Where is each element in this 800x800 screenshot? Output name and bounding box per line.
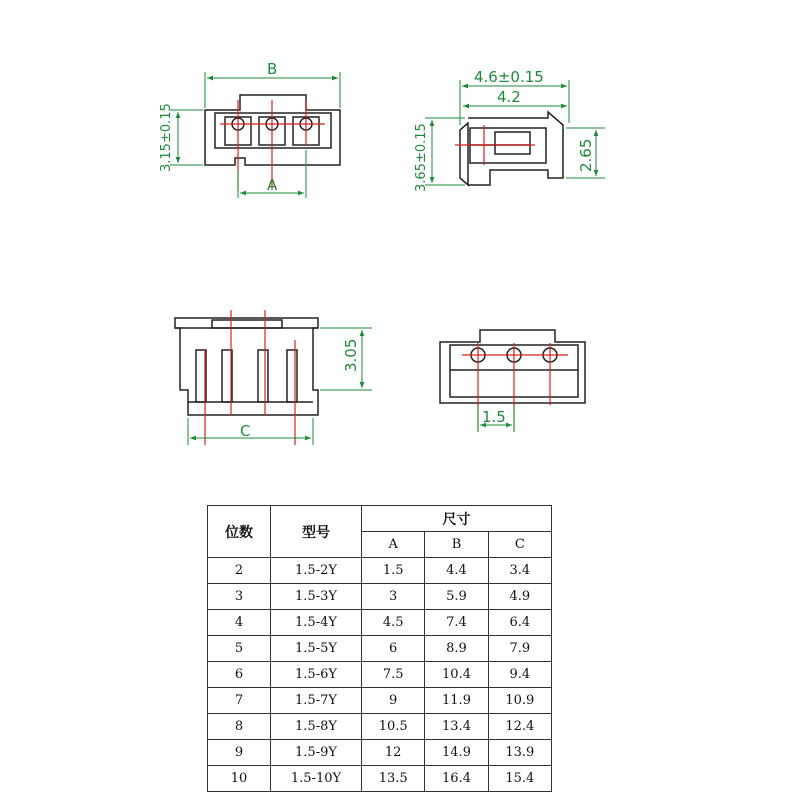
- bottom-height-label: 3.05: [342, 338, 360, 372]
- table-row: [208, 662, 552, 688]
- front-dimensions: [170, 72, 340, 198]
- side-step-label: 2.65: [577, 138, 595, 172]
- cell-a: 12: [362, 740, 425, 766]
- cell-a: 6: [362, 636, 425, 662]
- cell-b: 10.4: [425, 662, 488, 688]
- cell-c: 3.4: [488, 558, 551, 584]
- table-row: [208, 766, 552, 792]
- cell-model: 1.5-5Y: [271, 636, 362, 662]
- top-view: [440, 330, 585, 403]
- table-row: [208, 688, 552, 714]
- cell-a: 4.5: [362, 610, 425, 636]
- cell-a: 9: [362, 688, 425, 714]
- size-header: 尺寸: [362, 506, 552, 532]
- side-view: [460, 112, 563, 185]
- cell-model: 1.5-4Y: [271, 610, 362, 636]
- table-row: [208, 636, 552, 662]
- cell-model: 1.5-9Y: [271, 740, 362, 766]
- cell-b: 7.4: [425, 610, 488, 636]
- cell-pos: 5: [208, 636, 271, 662]
- table-row: [208, 714, 552, 740]
- side-centerlines: [455, 125, 535, 165]
- cell-b: 5.9: [425, 584, 488, 610]
- cell-a: 10.5: [362, 714, 425, 740]
- top-pitch-label: 1.5: [482, 408, 506, 426]
- side-height-label: 3.65±0.15: [414, 123, 429, 192]
- cell-a: 13.5: [362, 766, 425, 792]
- model-header: 型号: [271, 506, 362, 558]
- cell-a: 3: [362, 584, 425, 610]
- cell-c: 7.9: [488, 636, 551, 662]
- cell-model: 1.5-6Y: [271, 662, 362, 688]
- side-inner-label: 4.2: [497, 88, 521, 106]
- table-row: [208, 740, 552, 766]
- cell-b: 16.4: [425, 766, 488, 792]
- cell-c: 12.4: [488, 714, 551, 740]
- cell-c: 4.9: [488, 584, 551, 610]
- cell-b: 14.9: [425, 740, 488, 766]
- cell-pos: 6: [208, 662, 271, 688]
- table-row: [208, 558, 552, 584]
- side-total-label: 4.6±0.15: [474, 68, 544, 86]
- cell-model: 1.5-10Y: [271, 766, 362, 792]
- spec-table: [207, 505, 552, 792]
- cell-b: 11.9: [425, 688, 488, 714]
- cell-pos: 4: [208, 610, 271, 636]
- front-width-label: B: [267, 60, 278, 78]
- cell-pos: 10: [208, 766, 271, 792]
- cell-model: 1.5-2Y: [271, 558, 362, 584]
- cell-model: 1.5-7Y: [271, 688, 362, 714]
- col-b-header: B: [425, 532, 488, 558]
- cell-pos: 8: [208, 714, 271, 740]
- cell-model: 1.5-3Y: [271, 584, 362, 610]
- cell-c: 15.4: [488, 766, 551, 792]
- col-c-header: C: [488, 532, 551, 558]
- cell-c: 6.4: [488, 610, 551, 636]
- cell-model: 1.5-8Y: [271, 714, 362, 740]
- positions-header: 位数: [208, 506, 271, 558]
- cell-b: 13.4: [425, 714, 488, 740]
- cell-b: 4.4: [425, 558, 488, 584]
- cell-pos: 9: [208, 740, 271, 766]
- bottom-view: [175, 318, 318, 415]
- front-height-label: 3.15±0.15: [159, 103, 174, 172]
- cell-pos: 2: [208, 558, 271, 584]
- col-a-header: A: [362, 532, 425, 558]
- table-row: [208, 610, 552, 636]
- bottom-width-label: C: [240, 422, 251, 440]
- cell-b: 8.9: [425, 636, 488, 662]
- front-pitch-label: A: [267, 176, 278, 194]
- cell-c: 9.4: [488, 662, 551, 688]
- table-row: [208, 584, 552, 610]
- cell-a: 7.5: [362, 662, 425, 688]
- cell-a: 1.5: [362, 558, 425, 584]
- cell-pos: 3: [208, 584, 271, 610]
- cell-c: 13.9: [488, 740, 551, 766]
- cell-c: 10.9: [488, 688, 551, 714]
- cell-pos: 7: [208, 688, 271, 714]
